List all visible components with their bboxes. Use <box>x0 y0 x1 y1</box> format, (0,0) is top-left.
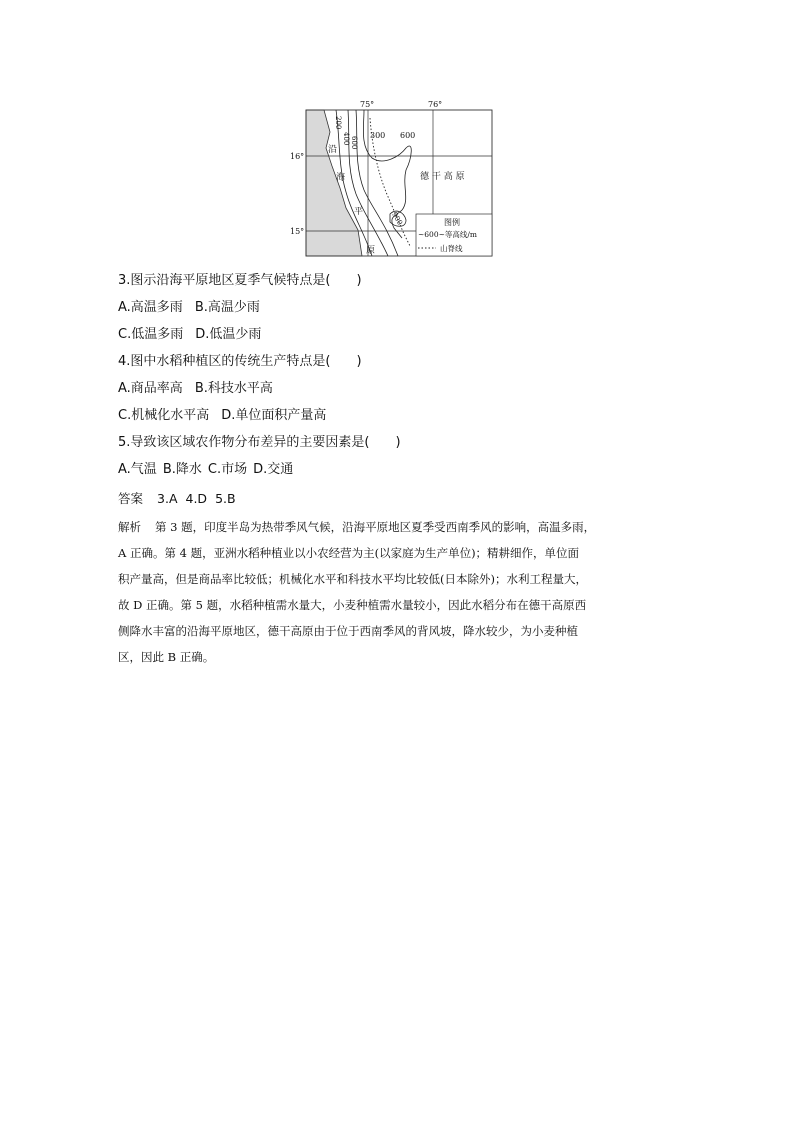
analysis-line-2: A 正确。第 4 题，亚洲水稻种植业以小农经营为主(以家庭为生产单位)；精耕细作，单位面 <box>118 546 580 560</box>
question-4-options-row-2 <box>118 407 338 425</box>
question-5-stem: 5.导致该区域农作物分布差异的主要因素是( ) <box>118 435 401 450</box>
contour-label-300: 300 <box>370 131 386 140</box>
question-3-options-row-2 <box>118 326 273 344</box>
q3-option-b[interactable]: B.高温少雨 <box>194 300 260 315</box>
analysis-text-1: 第 3 题，印度半岛为热带季风气候，沿海平原地区夏季受西南季风的影响，高温多雨， <box>155 520 596 534</box>
sea-area <box>306 110 362 256</box>
analysis-line-1 <box>118 514 676 540</box>
contour-label-900: 900 <box>390 211 404 227</box>
q4-option-a[interactable]: A.商品率高 <box>118 381 183 396</box>
q5-option-a[interactable]: A.气温 <box>118 462 157 477</box>
deccan-plateau-label: 德 干 高 原 <box>420 172 465 182</box>
question-5-options-row <box>118 461 299 479</box>
question-4-stem: 4.图中水稻种植区的传统生产特点是( ) <box>118 354 362 369</box>
plain-char-4: 原 <box>366 246 376 256</box>
q5-option-c[interactable]: C.市场 <box>207 462 248 477</box>
question-3-options-row-1 <box>118 299 272 317</box>
legend-ridge: 山脊线 <box>440 244 463 253</box>
q3-option-a[interactable]: A.高温多雨 <box>118 300 183 315</box>
contour-map-figure <box>280 96 510 262</box>
contour-map <box>280 96 510 262</box>
answer-label: 答案 <box>118 491 144 506</box>
answer-3: 3.A <box>157 491 178 506</box>
contour-label-600b: 600 <box>400 131 416 140</box>
analysis-line-3: 积产量高，但是商品率比较低；机械化水平和科技水平均比较低(日本除外)；水利工程量大， <box>118 572 587 586</box>
answer-4: 4.D <box>185 491 208 506</box>
plain-char-1: 沿 <box>328 145 338 155</box>
q4-option-d[interactable]: D.单位面积产量高 <box>221 408 327 423</box>
q4-option-b[interactable]: B.科技水平高 <box>194 381 273 396</box>
analysis-line-5: 侧降水丰富的沿海平原地区，德干高原由于位于西南季风的背风坡，降水较少，为小麦种植 <box>118 624 578 638</box>
contour-label-200: 200 <box>334 116 342 130</box>
lat-15-label: 15° <box>290 227 305 236</box>
analysis-block <box>118 514 676 670</box>
q4-option-c[interactable]: C.机械化水平高 <box>118 408 210 423</box>
contour-label-400: 400 <box>342 132 350 146</box>
question-4-options-row-1 <box>118 380 285 398</box>
contour-600-east <box>363 110 411 238</box>
lat-16-label: 16° <box>290 152 305 161</box>
analysis-label: 解析 <box>118 520 141 534</box>
question-3-stem: 3.图示沿海平原地区夏季气候特点是( ) <box>118 273 362 288</box>
answer-line <box>118 490 244 508</box>
q3-option-d[interactable]: D.低温少雨 <box>195 327 262 342</box>
analysis-line-6: 区，因此 B 正确。 <box>118 650 215 664</box>
plain-char-2: 海 <box>336 173 346 183</box>
legend-title: 图例 <box>444 218 460 227</box>
q5-option-d[interactable]: D.交通 <box>253 462 294 477</box>
plain-char-3: 平 <box>354 207 364 217</box>
lon-76-label: 76° <box>428 100 443 109</box>
contour-label-600a: 600 <box>350 136 358 150</box>
answer-5: 5.B <box>215 491 236 506</box>
q3-option-c[interactable]: C.低温多雨 <box>118 327 184 342</box>
q5-option-b[interactable]: B.降水 <box>162 462 202 477</box>
analysis-line-4: 故 D 正确。第 5 题，水稻种植需水量大，小麦种植需水量较小，因此水稻分布在德干高原西 <box>118 598 587 612</box>
lon-75-label: 75° <box>360 100 375 109</box>
legend-contour: ~600~等高线/m <box>418 230 478 239</box>
